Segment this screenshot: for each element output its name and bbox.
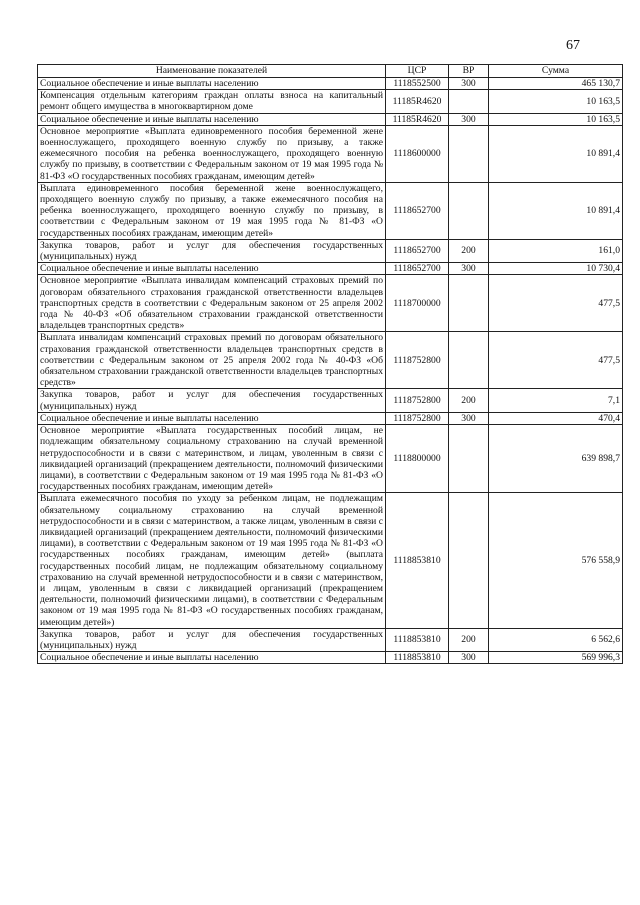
row-vr bbox=[449, 125, 489, 182]
row-sum: 10 163,5 bbox=[489, 113, 623, 125]
row-name: Закупка товаров, работ и услуг для обеспечения государственных (муниципальных) нужд bbox=[38, 628, 386, 651]
row-name: Выплата инвалидам компенсаций страховых премий по договорам обязательного страхования гражданской ответственности владельцев транспортных средств в соответствии с Федеральным законом от 25 апреля 2002 года № 40-ФЗ «Об обязательном страховании гражданской ответственности владельцев транспортных средств» bbox=[38, 332, 386, 389]
row-name: Выплата ежемесячного пособия по уходу за ребенком лицам, не подлежащим обязательному социальному страхованию на случай временной нетрудоспособности и в связи с материнством, а также лицам, уволенным в связи с ликвидацией организаций (прекращением деятельности, полномочий физическими лицами), в соответствии с Федеральным законом от 19 мая 1995 года № 81-ФЗ «О государственных пособиях гражданам, имеющим детей» (выплата государственных пособий лицам, не подлежащим обязательному социальному страхованию на случай временной нетрудоспособности и в связи с материнством, и лицам, уволенным в связи с ликвидацией организаций (прекращением деятельности, полномочий физическими лицами), в соответствии с Федеральным законом от 19 мая 1995 года № 81-ФЗ «О государственных пособиях гражданам, имеющим детей») bbox=[38, 493, 386, 628]
table-row bbox=[38, 239, 623, 262]
table-header-row bbox=[38, 65, 623, 78]
row-code: 1118552500 bbox=[386, 78, 449, 90]
row-sum: 10 891,4 bbox=[489, 182, 623, 239]
row-name: Социальное обеспечение и иные выплаты населению bbox=[38, 113, 386, 125]
row-vr bbox=[449, 332, 489, 389]
table-row bbox=[38, 182, 623, 239]
row-sum: 10 891,4 bbox=[489, 125, 623, 182]
row-vr: 200 bbox=[449, 239, 489, 262]
row-name: Основное мероприятие «Выплата инвалидам компенсаций страховых премий по договорам обязательного страхования гражданской ответственности владельцев транспортных средств в соответствии с Федеральным законом от 25 апреля 2002 года № 40-ФЗ «Об обязательном страховании гражданской ответственности владельцев транспортных средств» bbox=[38, 275, 386, 332]
table-row bbox=[38, 113, 623, 125]
row-vr bbox=[449, 493, 489, 628]
row-vr: 200 bbox=[449, 389, 489, 412]
row-vr bbox=[449, 182, 489, 239]
row-code: 1118652700 bbox=[386, 239, 449, 262]
row-sum: 161,0 bbox=[489, 239, 623, 262]
row-code: 1118700000 bbox=[386, 275, 449, 332]
row-sum: 477,5 bbox=[489, 275, 623, 332]
table-row bbox=[38, 493, 623, 628]
page-number: 67 bbox=[566, 38, 580, 53]
row-name: Социальное обеспечение и иные выплаты населению bbox=[38, 263, 386, 275]
row-vr: 300 bbox=[449, 263, 489, 275]
table-row bbox=[38, 125, 623, 182]
header-sum: Сумма bbox=[489, 65, 623, 78]
row-vr bbox=[449, 275, 489, 332]
row-sum: 6 562,6 bbox=[489, 628, 623, 651]
row-code: 1118853810 bbox=[386, 652, 449, 664]
budget-table bbox=[37, 64, 623, 664]
table-row bbox=[38, 389, 623, 412]
row-sum: 477,5 bbox=[489, 332, 623, 389]
row-sum: 10 163,5 bbox=[489, 90, 623, 113]
row-code: 1118652700 bbox=[386, 263, 449, 275]
row-name: Основное мероприятие «Выплата единовременного пособия беременной жене военнослужащего, проходящего военную службу по призыву, а также ежемесячного пособия на ребенка военнослужащего, проходящего военную службу по призыву, в соответствии с Федеральным законом от 19 мая 1995 года № 81-ФЗ «О государственных пособиях гражданам, имеющим детей» bbox=[38, 125, 386, 182]
row-code: 1118853810 bbox=[386, 493, 449, 628]
table-row bbox=[38, 412, 623, 424]
row-sum: 470,4 bbox=[489, 412, 623, 424]
table-row bbox=[38, 275, 623, 332]
table-row bbox=[38, 652, 623, 664]
row-sum: 576 558,9 bbox=[489, 493, 623, 628]
table-row bbox=[38, 332, 623, 389]
row-name: Социальное обеспечение и иные выплаты населению bbox=[38, 78, 386, 90]
header-vr: ВР bbox=[449, 65, 489, 78]
header-code: ЦСР bbox=[386, 65, 449, 78]
row-code: 1118853810 bbox=[386, 628, 449, 651]
row-code: 1118752800 bbox=[386, 332, 449, 389]
table-row bbox=[38, 78, 623, 90]
header-name: Наименование показателей bbox=[38, 65, 386, 78]
row-sum: 569 996,3 bbox=[489, 652, 623, 664]
row-name: Социальное обеспечение и иные выплаты населению bbox=[38, 412, 386, 424]
table-body bbox=[38, 78, 623, 664]
row-sum: 10 730,4 bbox=[489, 263, 623, 275]
row-sum: 639 898,7 bbox=[489, 425, 623, 493]
row-code: 1118752800 bbox=[386, 389, 449, 412]
row-code: 11185R4620 bbox=[386, 113, 449, 125]
row-sum: 465 130,7 bbox=[489, 78, 623, 90]
row-vr: 300 bbox=[449, 412, 489, 424]
row-vr bbox=[449, 425, 489, 493]
row-name: Основное мероприятие «Выплата государственных пособий лицам, не подлежащим обязательному социальному страхованию на случай временной нетрудоспособности и в связи с материнством, и лицам, уволенным в связи с ликвидацией организаций (прекращением деятельности, полномочий физическими лицами), в соответствии с Федеральным законом от 19 мая 1995 года № 81-ФЗ «О государственных пособиях гражданам, имеющим детей» bbox=[38, 425, 386, 493]
table-row bbox=[38, 263, 623, 275]
row-code: 1118752800 bbox=[386, 412, 449, 424]
table-row bbox=[38, 425, 623, 493]
row-code: 1118800000 bbox=[386, 425, 449, 493]
row-vr: 300 bbox=[449, 113, 489, 125]
row-name: Закупка товаров, работ и услуг для обеспечения государственных (муниципальных) нужд bbox=[38, 389, 386, 412]
table-row bbox=[38, 628, 623, 651]
row-name: Социальное обеспечение и иные выплаты населению bbox=[38, 652, 386, 664]
row-sum: 7,1 bbox=[489, 389, 623, 412]
table-row bbox=[38, 90, 623, 113]
row-code: 1118652700 bbox=[386, 182, 449, 239]
row-name: Компенсация отдельным категориям граждан оплаты взноса на капитальный ремонт общего имущества в многоквартирном доме bbox=[38, 90, 386, 113]
row-vr: 300 bbox=[449, 78, 489, 90]
row-code: 11185R4620 bbox=[386, 90, 449, 113]
row-name: Закупка товаров, работ и услуг для обеспечения государственных (муниципальных) нужд bbox=[38, 239, 386, 262]
row-vr: 300 bbox=[449, 652, 489, 664]
row-vr bbox=[449, 90, 489, 113]
row-name: Выплата единовременного пособия беременной жене военнослужащего, проходящего военную службу по призыву, а также ежемесячного пособия на ребенка военнослужащего, проходящего военную службу по призыву, в соответствии с Федеральным законом от 19 мая 1995 года № 81-ФЗ «О государственных пособиях гражданам, имеющим детей» bbox=[38, 182, 386, 239]
row-vr: 200 bbox=[449, 628, 489, 651]
row-code: 1118600000 bbox=[386, 125, 449, 182]
